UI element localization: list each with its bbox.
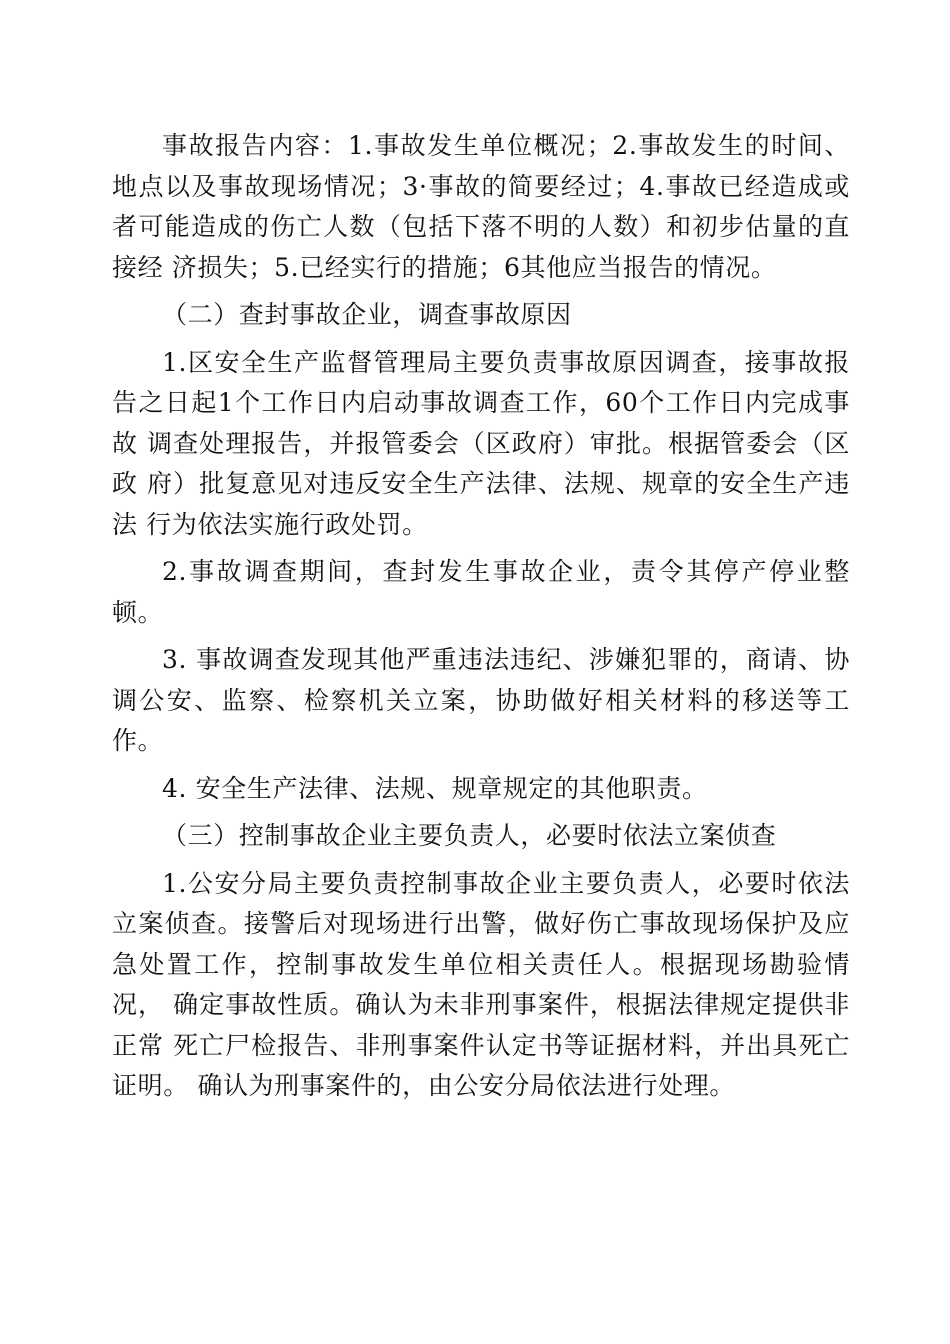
paragraph-investigation-duty: 1.区安全生产监督管理局主要负责事故原因调查，接事故报告之日起1个工作日内启动事故调查工作，60个工作日内完成事故 调查处理报告，并报管委会（区政府）审批。根据管委会（区政 府）批复意见对违反安全生产法律、法规、规章的安全生产违法 行为依法实施行政处罚。 bbox=[112, 347, 850, 539]
paragraph-police-duty: 1.公安分局主要负责控制事故企业主要负责人，必要时依法 立案侦查。接警后对现场进行出警，做好伤亡事故现场保护及应 急处置工作，控制事故发生单位相关责任人。根据现场勘验情况， 确定事故性质。确认为未非刑事案件，根据法律规定提供非正常 死亡尸检报告、非刑事案件认定书等证据材料，并出具死亡证明。 确认为刑事案件的，由公安分局依法进行处理。 bbox=[112, 868, 850, 1100]
section-heading-2: （二）查封事故企业，调查事故原因 bbox=[162, 300, 572, 329]
paragraph-other-duties: 4. 安全生产法律、法规、规章规定的其他职责。 bbox=[162, 773, 708, 803]
section-heading-3: （三）控制事故企业主要负责人，必要时依法立案侦查 bbox=[162, 821, 777, 850]
document-page bbox=[112, 126, 850, 1114]
paragraph-coordinate-cases: 3. 事故调查发现其他严重违法违纪、涉嫌犯罪的，商请、协调公安、监察、检察机关立案，协助做好相关材料的移送等工作。 bbox=[112, 645, 850, 755]
paragraph-seal-enterprise: 2.事故调查期间，查封发生事故企业，责令其停产停业整顿。 bbox=[112, 557, 850, 627]
paragraph-report-content: 事故报告内容：1.事故发生单位概况；2.事故发生的时间、地点以及事故现场情况；3·事故的简要经过；4.事故已经造成或者可能造成的伤亡人数（包括下落不明的人数）和初步估量的直接经 济损失；5.已经实行的措施；6其他应当报告的情况。 bbox=[112, 131, 850, 282]
